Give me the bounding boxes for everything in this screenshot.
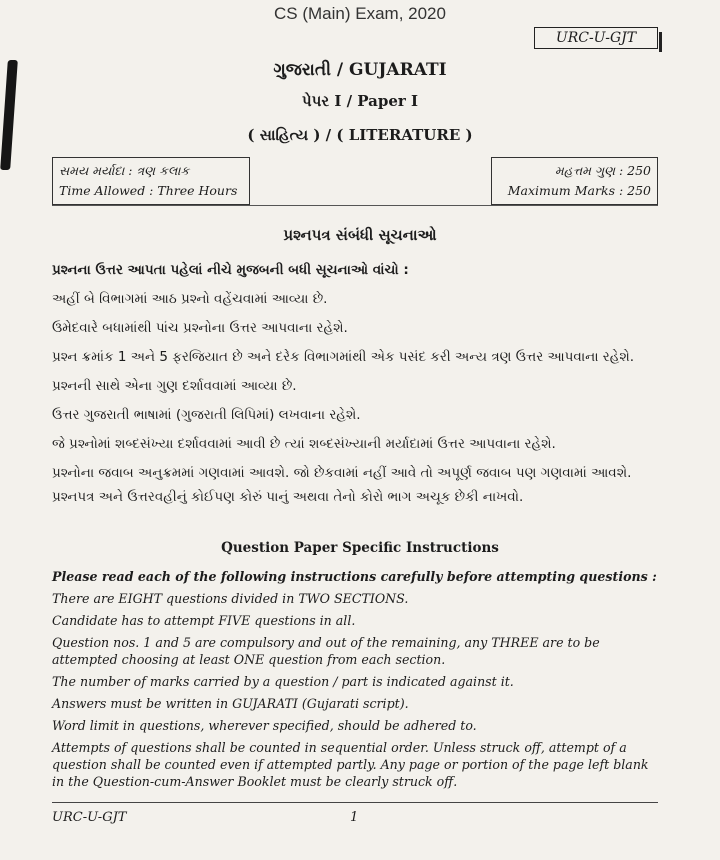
- english-instructions-list: [52, 568, 664, 795]
- english-instruction: Candidate has to attempt FIVE questions in all.: [52, 613, 356, 628]
- time-allowed-english: Time Allowed : Three Hours: [59, 183, 238, 198]
- english-instruction: Question nos. 1 and 5 are compulsory and out of the remaining, any THREE are to be attempted choosing at least ONE question from each section.: [52, 635, 600, 667]
- page-number: 1: [350, 810, 359, 825]
- gujarati-instructions-list: [52, 258, 662, 514]
- gujarati-instructions-heading: પ્રશ્નપત્ર સંબંધી સૂચનાઓ: [283, 226, 437, 244]
- maximum-marks-box: [491, 157, 658, 205]
- gujarati-instruction: જે પ્રશ્નોમાં શબ્દસંખ્યા દર્શાવવામાં આવી છે ત્યાં શબ્દસંખ્યાની મર્યાદામાં ઉત્તર આપવાના રહેશે.: [52, 436, 556, 452]
- gujarati-instruction: પ્રશ્નની સાથે એના ગુણ દર્શાવવામાં આવ્યા છે.: [52, 378, 297, 394]
- footer-paper-code: URC-U-GJT: [52, 810, 127, 825]
- gujarati-instruction: પ્રશ્ન ક્રમાંક 1 અને 5 ફરજિયાત છે અને દરેક વિભાગમાંથી એક પસંદ કરી અન્ય ત્રણ ઉત્તર આપવાના રહેશે.: [52, 349, 635, 365]
- gujarati-instruction: પ્રશ્નોના જવાબ અનુક્રમમાં ગણવામાં આવશે. જો છેકવામાં નહીં આવે તો અપૂર્ણ જવાબ પણ ગણવામાં આવશે. પ્રશ્નપત્ર અને ઉત્તરવહીનું કોઈપણ કોરું પાનું અથવા તેનો કોરો ભાગ અચૂક છેકી નાખવો.: [52, 465, 632, 505]
- english-instruction: Answers must be written in GUJARATI (Gujarati script).: [52, 696, 409, 711]
- gujarati-instruction: ઉત્તર ગુજરાતી ભાષામાં (ગુજરાતી લિપિમાં) લખવાના રહેશે.: [52, 407, 361, 423]
- gujarati-instruction: અહીં બે વિભાગમાં આઠ પ્રશ્નો વહેંચવામાં આવ્યા છે.: [52, 291, 328, 307]
- footer-divider: [52, 802, 658, 803]
- subject-title: ગુજરાતી / GUJARATI: [273, 60, 447, 80]
- english-instruction: Please read each of the following instructions carefully before attempting questions :: [52, 569, 657, 584]
- maximum-marks-gujarati: મહત્તમ ગુણ : 250: [554, 163, 651, 178]
- exam-title: CS (Main) Exam, 2020: [274, 4, 446, 23]
- gujarati-instruction: પ્રશ્નના ઉત્તર આપતા પહેલાં નીચે મુજબની બધી સૂચનાઓ વાંચો :: [52, 262, 409, 278]
- maximum-marks-english: Maximum Marks : 250: [507, 183, 651, 198]
- header-divider: [52, 205, 658, 206]
- time-allowed-gujarati: સમય મર્યાદા : ત્રણ કલાક: [59, 163, 190, 178]
- english-instruction: There are EIGHT questions divided in TWO SECTIONS.: [52, 591, 409, 606]
- paper-code-box: URC-U-GJT: [534, 27, 658, 49]
- paper-category: ( સાહિત્ય ) / ( LITERATURE ): [247, 126, 473, 144]
- paper-number: પેપર I / Paper I: [301, 92, 419, 110]
- english-instruction: Word limit in questions, wherever specified, should be adhered to.: [52, 718, 477, 733]
- english-instruction: The number of marks carried by a question / part is indicated against it.: [52, 674, 514, 689]
- english-instructions-heading: Question Paper Specific Instructions: [221, 540, 499, 556]
- gujarati-instruction: ઉમેદવારે બધામાંથી પાંચ પ્રશ્નોના ઉત્તર આપવાના રહેશે.: [52, 320, 348, 336]
- time-allowed-box: [52, 157, 250, 205]
- english-instruction: Attempts of questions shall be counted in sequential order. Unless struck off, attempt of a question shall be counted even if attempted partly. Any page or portion of the page left blank in the Question-cum-Answer Booklet must be clearly struck off.: [52, 740, 649, 789]
